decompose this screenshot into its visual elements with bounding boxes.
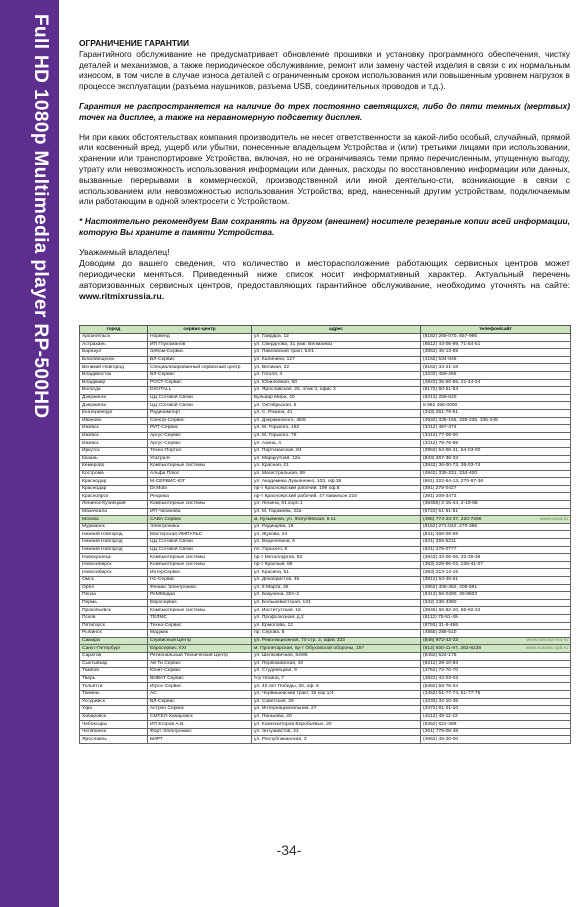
cell-address: ул. Веденяпина, 6 bbox=[252, 539, 421, 547]
cell-city: Ижевск bbox=[80, 440, 148, 448]
table-row bbox=[80, 334, 571, 342]
cell-city: Пермь bbox=[80, 599, 148, 607]
cell-city: Пенза bbox=[80, 592, 148, 600]
table-row bbox=[80, 660, 571, 668]
cell-phone: (831) 466-09-69 bbox=[421, 531, 571, 539]
cell-address: ул. Калинина, 127 bbox=[252, 356, 421, 364]
cell-city: Уфа bbox=[80, 706, 148, 714]
cell-phone: (3412) 78-76-65 bbox=[421, 440, 571, 448]
cell-phone: (38456) 2-15-44, 2-19-86 bbox=[421, 501, 571, 509]
cell-city: Новосибирск bbox=[80, 561, 148, 569]
cell-service-center: Аргус-Сервис bbox=[148, 432, 252, 440]
cell-service-center: Маджик bbox=[148, 630, 252, 638]
cell-phone: (3842) 36-00-73, 36-03-74 bbox=[421, 463, 571, 471]
intro-text: Доводим до вашего сведения, что количество и месторасположение работающих сервисных центров может периодически меняться. Приведенный ниже список носит информативный характер. Актуальный перечень авторизованных сервисных центров, предоставляющих гарантийное обслуживание, необходимо уточнять на сайте: bbox=[79, 257, 570, 290]
cell-phone: (351) 778-06-48 bbox=[421, 728, 571, 736]
cell-phone bbox=[421, 637, 571, 645]
cell-phone: (391) 278-0427 bbox=[421, 485, 571, 493]
cell-address: м. Кузьминки, ул. Жигулёвская, 6 к1 bbox=[252, 516, 421, 524]
table-row bbox=[80, 508, 571, 516]
cell-address: ул. 40 лет Победы, 30, оф. 5 bbox=[252, 683, 421, 691]
table-row bbox=[80, 736, 571, 744]
cell-service-center: Компьютерные системы bbox=[148, 463, 252, 471]
table-row bbox=[80, 455, 571, 463]
cell-phone: (8352) 621-488 bbox=[421, 721, 571, 729]
cell-service-center: АС bbox=[148, 690, 252, 698]
table-row bbox=[80, 394, 571, 402]
cell-phone: (4862) 408-482, 408-681 bbox=[421, 584, 571, 592]
cell-city: Дзержинск bbox=[80, 394, 148, 402]
cell-city: Владимир bbox=[80, 379, 148, 387]
cell-city: Казань bbox=[80, 455, 148, 463]
cell-address: ул. 8 Марта, 25 bbox=[252, 584, 421, 592]
table-row bbox=[80, 409, 571, 417]
cell-city: Чебоксары bbox=[80, 721, 148, 729]
cell-phone: (8152) 271-042, 270-386 bbox=[421, 523, 571, 531]
cell-address: ул. Большевистская, 134 bbox=[252, 599, 421, 607]
table-row bbox=[80, 637, 571, 645]
cell-address: ул. Радищева, 19 bbox=[252, 523, 421, 531]
cell-city: Тюмень bbox=[80, 690, 148, 698]
cell-address: ул. Красина, 51 bbox=[252, 569, 421, 577]
cell-city: Прокопьевск bbox=[80, 607, 148, 615]
table-row bbox=[80, 523, 571, 531]
cell-service-center: Электроника bbox=[148, 523, 252, 531]
cell-service-center: Евросервис bbox=[148, 599, 252, 607]
cell-service-center: Компьютерные системы bbox=[148, 561, 252, 569]
cell-phone: (342) 238-3380 bbox=[421, 599, 571, 607]
cell-phone: (8162) 33-21-18 bbox=[421, 364, 571, 372]
table-row bbox=[80, 531, 571, 539]
cell-address: ул. Ермолова, 12 bbox=[252, 622, 421, 630]
cell-service-center: СМТЕЛ-Хабаровск bbox=[148, 713, 252, 721]
cell-service-center: РОСТ-Сервис bbox=[148, 379, 252, 387]
table-row bbox=[80, 440, 571, 448]
service-centers-table bbox=[79, 325, 570, 744]
header-service-center: сервис-центр bbox=[148, 326, 252, 334]
table-row bbox=[80, 341, 571, 349]
cell-city: Саратов bbox=[80, 652, 148, 660]
cell-city: Ленинск-Кузнецкий bbox=[80, 501, 148, 509]
cell-address: ул. Бакунина, 30А-2 bbox=[252, 592, 421, 600]
cell-phone: (3472) 91-21-10 bbox=[421, 706, 571, 714]
cell-city: Благовещенск bbox=[80, 356, 148, 364]
cell-phone: (831) 255-5211 bbox=[421, 539, 571, 547]
table-row bbox=[80, 501, 571, 509]
cell-phone: (8212) 29-10-83 bbox=[421, 660, 571, 668]
cell-address: пр-т Металлургов, 53 bbox=[252, 554, 421, 562]
cell-site-link[interactable]: www.sava.ru bbox=[540, 516, 568, 522]
cell-phone: (3852) 46-13-69 bbox=[421, 349, 571, 357]
cell-phone: (4212) 45-11-22 bbox=[421, 713, 571, 721]
cell-address: пл. Горького, 6 bbox=[252, 546, 421, 554]
cell-city: Пятигорск bbox=[80, 622, 148, 630]
cell-city: Нижний Новгород bbox=[80, 546, 148, 554]
table-row bbox=[80, 577, 571, 585]
table-row bbox=[80, 569, 571, 577]
cell-city: Нижний Новгород bbox=[80, 531, 148, 539]
cell-address: пр-т Красный, 88 bbox=[252, 561, 421, 569]
cell-service-center: Dr.Mobi bbox=[148, 485, 252, 493]
cell-service-center: Альфа Плюс bbox=[148, 470, 252, 478]
cell-phone-text: (846) 972-42-23 bbox=[423, 638, 459, 644]
cell-address: ул. Магистральная, 59 bbox=[252, 470, 421, 478]
cell-city: Иваново bbox=[80, 417, 148, 425]
website-link[interactable]: www.ritmixrussia.ru. bbox=[79, 290, 165, 301]
cell-city: Тольятти bbox=[80, 683, 148, 691]
cell-service-center: ЦЦ Сотовой Связи bbox=[148, 539, 252, 547]
sidebar-band bbox=[0, 0, 59, 907]
cell-phone: (4752) 72-70-70 bbox=[421, 668, 571, 676]
cell-service-center: Евросервис XXI bbox=[148, 645, 252, 653]
cell-phone: (3952) 54-06-41, 54-03-00 bbox=[421, 447, 571, 455]
backup-note: * Настоятельно рекомендуем Вам сохранять на другом (внешнем) носителе резервные копии всей информации, которую Вы храните в памяти Устройства. bbox=[79, 216, 570, 237]
cell-service-center: Ультра-К bbox=[148, 455, 252, 463]
cell-address: ул. Ярославская, 25, этаж 3, офис 3 bbox=[252, 387, 421, 395]
cell-phone: (8482) 59-76-44 bbox=[421, 683, 571, 691]
table-row bbox=[80, 675, 571, 683]
cell-address: пр-т Красноярский рабочий, 199 оф.8 bbox=[252, 485, 421, 493]
table-row bbox=[80, 713, 571, 721]
table-row bbox=[80, 349, 571, 357]
cell-service-center: ВЛ-Сервис bbox=[148, 698, 252, 706]
cell-city: Новосибирск bbox=[80, 569, 148, 577]
cell-phone: (383) 213-14-15 bbox=[421, 569, 571, 577]
header-phone-site: телефон/сайт bbox=[421, 326, 571, 334]
cell-service-center: DIGITALL bbox=[148, 387, 252, 395]
table-row bbox=[80, 356, 571, 364]
cell-city: Великий Новгород bbox=[80, 364, 148, 372]
cell-city: Ижевск bbox=[80, 432, 148, 440]
cell-service-center: Радиоимпорт bbox=[148, 409, 252, 417]
intro-paragraph bbox=[79, 258, 570, 302]
cell-phone bbox=[421, 516, 571, 524]
cell-address: ул. Свердлова, 31 (маг. Велмаика) bbox=[252, 341, 421, 349]
cell-address: ул. Интернациональная, 27 bbox=[252, 706, 421, 714]
cell-service-center: Игрос-Сервис bbox=[148, 683, 252, 691]
cell-address: ул. М. Горького, 78 bbox=[252, 432, 421, 440]
cell-service-center: ЭлКом-Сервис bbox=[148, 349, 252, 357]
cell-phone: (4922) 35-50-55, 21-44-24 bbox=[421, 379, 571, 387]
warranty-paragraph-2: Гарантия не распространяется на наличие до трех постоянно светящихся, либо до пяти темных (мертвых) точек на дисплее, а также на неравномерную подсветку дисплея. bbox=[79, 100, 570, 122]
table-row bbox=[80, 539, 571, 547]
table-row bbox=[80, 516, 571, 524]
cell-phone: (8313) 256-620 bbox=[421, 394, 571, 402]
cell-address: ул. Дзержинского, 45/6 bbox=[252, 417, 421, 425]
cell-service-center: ИП Егоров А.В. bbox=[148, 721, 252, 729]
cell-address: ул. Республиканская, 3 bbox=[252, 736, 421, 744]
table-row bbox=[80, 485, 571, 493]
page-number: -34- bbox=[276, 842, 302, 858]
cell-phone: (8182) 269-070, 657-995 bbox=[421, 334, 571, 342]
cell-service-center: М-СЕРВИС-ЮГ bbox=[148, 478, 252, 486]
warranty-paragraph-3: Ни при каких обстоятельствах компания производитель не несет ответственности за какой-либо особый, случайный, прямой или косвенный вред, ущерб или убытки, понесенные владельцем Устройства и (или) третьими лицами при использовании, хранении или транспортировке Устройства, включая, но не ограничиваясь теми прямо перечисленным, упущенную выгоду, утрату или невозможность использования информации или данных, расходы по восстановлению информации или данных, вызванные перерывами в коммерческой, производственной или иной деятельно-сти, возникающие в связи с использованием или невозможностью использования Устройства; вред, нанесенный другим устройствам, подключаемым или работающим в одной электросети с Устройством. bbox=[79, 131, 570, 207]
table-row bbox=[80, 432, 571, 440]
cell-city: Псков bbox=[80, 614, 148, 622]
table-row bbox=[80, 614, 571, 622]
cell-service-center: ИП Глухоманов bbox=[148, 341, 252, 349]
cell-service-center: Астрон Сервис bbox=[148, 706, 252, 714]
cell-address: ул. С. Разина, 41 bbox=[252, 409, 421, 417]
cell-address: ул. Панькова, 20 bbox=[252, 713, 421, 721]
table-row bbox=[80, 728, 571, 736]
cell-city: Санкт-Петербург bbox=[80, 645, 148, 653]
table-row bbox=[80, 690, 571, 698]
cell-address: ул. Павловский тракт, 54/1 bbox=[252, 349, 421, 357]
cell-phone: (8512) 44-06-99, 71-54-51 bbox=[421, 341, 571, 349]
cell-phone: (3412) 77-08-00 bbox=[421, 432, 571, 440]
cell-city: Хабаровск bbox=[80, 713, 148, 721]
cell-address: б-р Ногина, 7 bbox=[252, 675, 421, 683]
cell-service-center: Н1-Сервис bbox=[148, 577, 252, 585]
cell-phone: (383) 228-56-02, 236-41-07 bbox=[421, 561, 571, 569]
table-row bbox=[80, 652, 571, 660]
cell-service-center: Техно-Портал bbox=[148, 447, 252, 455]
cell-site-link[interactable]: www.eurasic.spb.ru bbox=[525, 645, 568, 651]
cell-address: ул. Марцкутная, 12а bbox=[252, 455, 421, 463]
cell-service-center: ЦЦ Сотовой Связи bbox=[148, 394, 252, 402]
cell-city: Владивосток bbox=[80, 371, 148, 379]
cell-city: Мурманск bbox=[80, 523, 148, 531]
table-row bbox=[80, 493, 571, 501]
cell-city: Самара bbox=[80, 637, 148, 645]
cell-phone: (3846) 66-82-20, 66-92-22 bbox=[421, 607, 571, 615]
cell-city: Махачкала bbox=[80, 508, 148, 516]
table-row bbox=[80, 463, 571, 471]
cell-address: ул. Юбилейная, 60 bbox=[252, 379, 421, 387]
cell-city: Нижний Новгород bbox=[80, 539, 148, 547]
cell-city: Уссурийск bbox=[80, 698, 148, 706]
cell-city: Челябинск bbox=[80, 728, 148, 736]
cell-service-center: Компьютерные системы bbox=[148, 607, 252, 615]
cell-service-center: ИП Чапанова bbox=[148, 508, 252, 516]
table-row bbox=[80, 645, 571, 653]
cell-phone: (3452) 51-77-74, 51-77-75 bbox=[421, 690, 571, 698]
cell-address: ул. Революционная, 70 стр. 3, офис 323 bbox=[252, 637, 421, 645]
cell-city: Кемерово bbox=[80, 463, 148, 471]
cell-service-center: РеММедиа bbox=[148, 592, 252, 600]
cell-phone: (8722) 51-51-51 bbox=[421, 508, 571, 516]
cell-city: Кострома bbox=[80, 470, 148, 478]
table-row bbox=[80, 698, 571, 706]
cell-city: Краснодар bbox=[80, 485, 148, 493]
cell-address: ул. Профсоюзная, д.2 bbox=[252, 614, 421, 622]
cell-service-center: ВЛ-Сервис bbox=[148, 356, 252, 364]
cell-phone: (861) 222-64-13, 270-97-36 bbox=[421, 478, 571, 486]
table-row bbox=[80, 622, 571, 630]
table-row bbox=[80, 630, 571, 638]
cell-service-center: Сервисный Центр bbox=[148, 637, 252, 645]
cell-address: ул. Азина, 4 bbox=[252, 440, 421, 448]
cell-phone: (8412) 56-0490, 39-8503 bbox=[421, 592, 571, 600]
table-row bbox=[80, 379, 571, 387]
table-row bbox=[80, 584, 571, 592]
cell-city: Орёл bbox=[80, 584, 148, 592]
cell-service-center: САВА Сервис bbox=[148, 516, 252, 524]
table-row bbox=[80, 470, 571, 478]
cell-service-center: Юнит-Сервис bbox=[148, 668, 252, 676]
cell-service-center: Техно-Сервис bbox=[148, 622, 252, 630]
cell-address: пр-т Красноярский рабочий, 47 павильон 216 bbox=[252, 493, 421, 501]
cell-address: ул. Академика Лукьяненко, 103, оф.35 bbox=[252, 478, 421, 486]
cell-phone: (4822) 42-03-03 bbox=[421, 675, 571, 683]
cell-address: ул. Шелковичная, 84/86 bbox=[252, 652, 421, 660]
cell-city: Тамбов bbox=[80, 668, 148, 676]
table-row bbox=[80, 417, 571, 425]
cell-phone: (831) 278-0777 bbox=[421, 546, 571, 554]
cell-service-center: Компьютерные системы bbox=[148, 554, 252, 562]
cell-phone: (3843) 33-06-06, 33-39-39 bbox=[421, 554, 571, 562]
cell-phone: 8 952 456-0000 bbox=[421, 402, 571, 410]
cell-service-center: ТЕЛМС bbox=[148, 614, 252, 622]
table-row bbox=[80, 561, 571, 569]
cell-service-center: Реорика bbox=[148, 493, 252, 501]
cell-service-center: БИРТ bbox=[148, 736, 252, 744]
cell-service-center: Норвенд bbox=[148, 334, 252, 342]
cell-phone: (8172) 50-51-53 bbox=[421, 387, 571, 395]
cell-service-center: РИТ-Сервис bbox=[148, 425, 252, 433]
table-row bbox=[80, 447, 571, 455]
table-row bbox=[80, 546, 571, 554]
table-row bbox=[80, 721, 571, 729]
table-row bbox=[80, 592, 571, 600]
cell-city: Екатеринбург bbox=[80, 409, 148, 417]
cell-city: Красноярск bbox=[80, 493, 148, 501]
cell-city: Рыбинск bbox=[80, 630, 148, 638]
cell-phone: (391) 209-3473 bbox=[421, 493, 571, 501]
cell-city: Ярославль bbox=[80, 736, 148, 744]
cell-address: ул. Партизанская, 84 bbox=[252, 447, 421, 455]
cell-service-center: Спектр-Сервис bbox=[148, 417, 252, 425]
cell-phone-text: (495) 774-23-37, 220-7296 bbox=[423, 516, 482, 522]
cell-service-center: Феникс Электроникс bbox=[148, 584, 252, 592]
cell-service-center: Аргус-Сервис bbox=[148, 440, 252, 448]
cell-address: ул. Великая, 22 bbox=[252, 364, 421, 372]
cell-address: ул. Студенецкая, 9 bbox=[252, 668, 421, 676]
cell-phone: (3412) 457-474 bbox=[421, 425, 571, 433]
cell-service-center: ЦЦ Сотовой Связи bbox=[148, 402, 252, 410]
cell-phone: (4855) 286-510 bbox=[421, 630, 571, 638]
table-row bbox=[80, 387, 571, 395]
cell-phone: (4942) 335-331, 334-400 bbox=[421, 470, 571, 478]
cell-address: ул. Красная, 21 bbox=[252, 463, 421, 471]
cell-phone: (4234) 32-10-35 bbox=[421, 698, 571, 706]
cell-address: Бульвар Мира, 40 bbox=[252, 394, 421, 402]
cell-city: Сыктывкар bbox=[80, 660, 148, 668]
cell-service-center: Ай Ти Сервис bbox=[148, 660, 252, 668]
table-body bbox=[80, 334, 571, 744]
table-row bbox=[80, 402, 571, 410]
cell-phone: (8112) 75-51-49 bbox=[421, 614, 571, 622]
warranty-paragraph-1: Гарантийного обслуживание не предусматривает обновление прошивки и установку программного обеспечения, чистку деталей и механизмов, а также периодическое обслуживание, ремонт или замену частей изделия в связи с их нормальным износом, в том числе в случае износа деталей с ограниченным сроком использования или повышенным уровнем нагрузок в процессе эксплуатации (разъема наушников, разъема USB, соединительных проводов и т.д.). bbox=[79, 48, 570, 92]
table-row bbox=[80, 371, 571, 379]
greeting: Уважаемый владелец! bbox=[79, 246, 170, 257]
warranty-text bbox=[79, 38, 570, 302]
table-header-row bbox=[80, 326, 571, 334]
header-city: город bbox=[80, 326, 148, 334]
cell-service-center: ВИВАТ Сервис bbox=[148, 675, 252, 683]
cell-service-center: ВЛ-Сервис bbox=[148, 371, 252, 379]
cell-address: ул. Октябрьская, 5 bbox=[252, 402, 421, 410]
cell-phone: (343) 251-79-61 bbox=[421, 409, 571, 417]
cell-phone: (4162) 534-846 bbox=[421, 356, 571, 364]
cell-city: Вологда bbox=[80, 387, 148, 395]
table-row bbox=[80, 425, 571, 433]
cell-phone: (4852) 45-20-00 bbox=[421, 736, 571, 744]
header-address: адрес bbox=[252, 326, 421, 334]
cell-phone: (843) 267-36-33 bbox=[421, 455, 571, 463]
cell-city: Москва bbox=[80, 516, 148, 524]
cell-address: ул. Гоголя, 4 bbox=[252, 371, 421, 379]
cell-phone bbox=[421, 645, 571, 653]
cell-phone: (3812) 53-45-61 bbox=[421, 577, 571, 585]
cell-service-center: Мастерская ИМПУЛЬС bbox=[148, 531, 252, 539]
table-row bbox=[80, 599, 571, 607]
cell-service-center: Форт-Электроникс bbox=[148, 728, 252, 736]
cell-address: ул. Червишевский тракт, 15 кор.1/4 bbox=[252, 690, 421, 698]
table-row bbox=[80, 668, 571, 676]
cell-address: ул. М. Горького, 162 bbox=[252, 425, 421, 433]
cell-address: ул. Первомайская, 40 bbox=[252, 660, 421, 668]
cell-address: ул. Гайдара, 12 bbox=[252, 334, 421, 342]
cell-address: ул. Декабристов, 45 bbox=[252, 577, 421, 585]
cell-address: ул. М. Гаджиева, 22а bbox=[252, 508, 421, 516]
cell-city: Омск bbox=[80, 577, 148, 585]
table-row bbox=[80, 478, 571, 486]
cell-service-center: ЦЦ Сотовой Связи bbox=[148, 546, 252, 554]
cell-phone-text: (812) 600-11-97, 362-8238 bbox=[423, 645, 482, 651]
cell-city: Иркутск bbox=[80, 447, 148, 455]
table-row bbox=[80, 607, 571, 615]
cell-phone: (8452) 524-175 bbox=[421, 652, 571, 660]
cell-address: пр. Серова, 8 bbox=[252, 630, 421, 638]
table-row bbox=[80, 706, 571, 714]
table-row bbox=[80, 554, 571, 562]
cell-address: ул. Советская, 29 bbox=[252, 698, 421, 706]
cell-city: Новокузнецк bbox=[80, 554, 148, 562]
cell-service-center: Региональный Технический Центр bbox=[148, 652, 252, 660]
cell-phone: (4232) 459-465 bbox=[421, 371, 571, 379]
table-row bbox=[80, 364, 571, 372]
cell-address: ул. Энтузиастов, 21 bbox=[252, 728, 421, 736]
cell-address: ул. Жукова, 24 bbox=[252, 531, 421, 539]
table-row bbox=[80, 683, 571, 691]
cell-address: м. Пролетарская, пр-т Обуховской обороны, 197 bbox=[252, 645, 421, 653]
warranty-heading: ОГРАНИЧЕНИЕ ГАРАНТИИ bbox=[79, 38, 190, 48]
cell-phone: (8793) 31-8-486 bbox=[421, 622, 571, 630]
cell-site-link[interactable]: www.service-mo.ru bbox=[526, 638, 568, 644]
cell-service-center: ИнтерСервис bbox=[148, 569, 252, 577]
cell-city: Тверь bbox=[80, 675, 148, 683]
cell-address: ул. Композиторов Воробьёвых, 20 bbox=[252, 721, 421, 729]
product-title: Full HD 1080p Multimedia player RP-500HD bbox=[30, 14, 51, 419]
cell-city: Ижевск bbox=[80, 425, 148, 433]
cell-service-center: Специализированный сервисный центр bbox=[148, 364, 252, 372]
cell-city: Барнаул bbox=[80, 349, 148, 357]
cell-city: Краснодар bbox=[80, 478, 148, 486]
cell-address: ул. Институтская, 18 bbox=[252, 607, 421, 615]
cell-city: Астрахань bbox=[80, 341, 148, 349]
cell-city: Дзержинск bbox=[80, 402, 148, 410]
cell-address: ул. Ленина, 61 корп.1 bbox=[252, 501, 421, 509]
cell-phone: (4932) 335-165, 335-236, 335-249 bbox=[421, 417, 571, 425]
cell-service-center: Компьютерные системы bbox=[148, 501, 252, 509]
cell-city: Архангельск bbox=[80, 334, 148, 342]
